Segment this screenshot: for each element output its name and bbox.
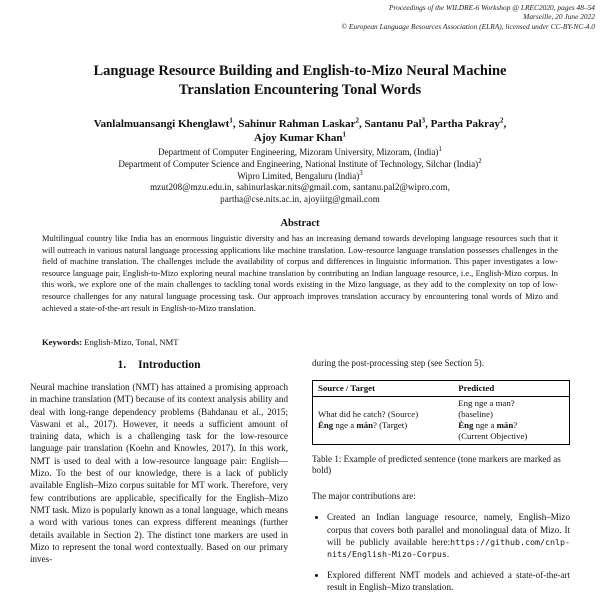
abstract-text: Multilingual country like India has an enormous linguistic diversity and has an increasing demand towards developing language resources such that it will outreach in various natural language processing applications like machine translation. Low-resource language translation possesses challenges in the field of machine translation. The challenges include the availability of corpus and differences in linguistic information. This paper investigates a low-resource language pair, English-to-Mizo exploring neural machine translation by contributing an Indian language resource, i.e., English-Mizo corpus. In this work, we explore one of the main challenges to tackling tonal words existing in the Mizo language, as they add to the complexity on top of low-resource challenges for any natural language processing task. Our approach improves translation accuracy by encountering tonal words of Mizo and achieved a state-of-the-art result in English-to-Mizo translation. [42, 234, 558, 313]
source-sentence: What did he catch? (Source) [318, 409, 419, 420]
author-name: Sahinur Rahman Laskar$^2$, [238, 116, 365, 130]
corpus-url-link[interactable]: https://github.com/cnlp-nits/English-Mizo-Corpus [327, 536, 570, 560]
author-affiliation-sup: 1 [229, 116, 233, 125]
contribution-item-models: • Explored different NMT models and achieved a state-of-the-art result in English–Mizo translation. [327, 569, 570, 594]
authors-line-1 [30, 118, 570, 132]
objective-label: (Current Objective) [458, 430, 528, 441]
table-header-row [313, 381, 569, 397]
affiliation-sup: 3 [359, 168, 363, 177]
publication-note [341, 3, 595, 31]
table-1 [312, 380, 570, 445]
author-separator: , [503, 118, 507, 130]
paper-title: Language Resource Building and English-to-Mizo Neural Machine Translation Encountering Tonal Words [93, 63, 507, 98]
email-line: mzut208@mzu.edu.in, sahinurlaskar.nits@gmail.com, santanu.pal2@wipro.com, [150, 182, 450, 193]
table-1-caption: Table 1: Example of predicted sentence (tone markers are marked as bold) [312, 453, 561, 476]
abstract-heading: Abstract [280, 218, 320, 229]
left-column [30, 357, 288, 600]
target-sentence: Èng nge a mán? (Target) [318, 420, 408, 431]
pub-note-venue-date: Marseille, 20 June 2022 [523, 12, 595, 22]
affiliation-line: Department of Computer Engineering, Mizoram University, Mizoram, (India)$^1$ [158, 145, 442, 157]
table-header-predicted: Predicted [458, 383, 495, 394]
keywords-line [42, 337, 558, 347]
affiliation-line: Wipro Limited, Bengaluru (India)$^3$ [237, 168, 363, 181]
author-affiliation-sup: 2 [355, 116, 359, 125]
pub-note-license: © European Language Resources Association (ELRA), licensed under CC-BY-NC-4.0 [341, 21, 595, 31]
contributions-lead: The major contributions are: [312, 491, 416, 502]
section-title: Introduction [138, 359, 201, 371]
email-line: partha@cse.nits.ac.in, ajoyiitg@gmail.com [220, 194, 380, 205]
baseline-label: (baseline) [458, 409, 493, 420]
author-name: Ajoy Kumar Khan$^1$ [254, 129, 346, 144]
author-separator: , [425, 118, 431, 130]
right-column [312, 357, 570, 600]
contributions-list [312, 511, 570, 593]
affiliation-sup: 2 [478, 156, 482, 165]
author-list [30, 118, 570, 145]
author-affiliation-sup: 2 [500, 116, 504, 125]
author-separator: , [359, 118, 365, 130]
author-separator: , [232, 118, 239, 130]
author-name: Santanu Pal$^3$, [364, 116, 431, 130]
affiliation-line: Department of Computer Science and Engineering, National Institute of Technology, Silchar (India)$^2$ [118, 156, 482, 169]
authors-line-2 [30, 129, 570, 146]
table-cell-source-target [318, 398, 458, 442]
keywords-label: Keywords: [42, 337, 83, 347]
contribution-item-corpus: • Created an Indian language resource, namely, English–Mizo corpus that covers both parallel and monolingual data of Mizo. It will be publicly available here:https://github.com/cnlp-nits/English-Mizo-Corpus. [327, 511, 570, 560]
table-header-source-target: Source / Target [318, 383, 376, 394]
post-processing-sentence: during the post-processing step (see Section 5). [312, 358, 484, 368]
objective-prediction: Èng nge a mán? [458, 420, 518, 431]
section-number: 1. [117, 359, 127, 371]
table-cell-predicted [458, 398, 564, 442]
author-name: Partha Pakray$^2$, [430, 116, 507, 130]
author-affiliation-sup: 1 [342, 129, 346, 138]
two-column-body [30, 357, 570, 600]
affiliation-sup: 1 [438, 145, 442, 153]
pub-note-proceedings: Proceedings of the WILDRE-6 Workshop @ LREC2020, pages 48–54 [389, 3, 595, 12]
table-body-row [313, 397, 569, 444]
section-1-heading [30, 358, 288, 372]
affiliation-block [30, 147, 570, 206]
author-affiliation-sup: 3 [421, 116, 426, 125]
intro-paragraph: Neural machine translation (NMT) has attained a promising approach in machine translation (MT) because of its context analysis ability and deal with long-range dependency problems (Bahdanau et al., 2015; Vaswani et al., 2017). However, it needs a sufficient amount of training data, which is a challenging task for the low-resource language pair translation (Koehn and Knowles, 2017). In this work, NMT is used to deal with a low-resource language pair: English—Mizo. To the best of our knowledge, there is a lack of publicly available English–Mizo corpus suitable for MT work. Therefore, very few contributions are applicable, specifically for the English–Mizo NMT task. Mizo is popularly known as a tonal language, which means a word with various tones can express different meanings (further details available in Section 2). The distinct tone markers are used in Mizo to represent the tonal word contextually. Based on our primary inves- [30, 382, 288, 565]
author-name: Vanlalmuansangi Khenglawt$^1$, [93, 116, 239, 130]
baseline-prediction: Eng nge a man? [458, 398, 515, 409]
keywords-value: English-Mizo, Tonal, NMT [82, 337, 179, 347]
